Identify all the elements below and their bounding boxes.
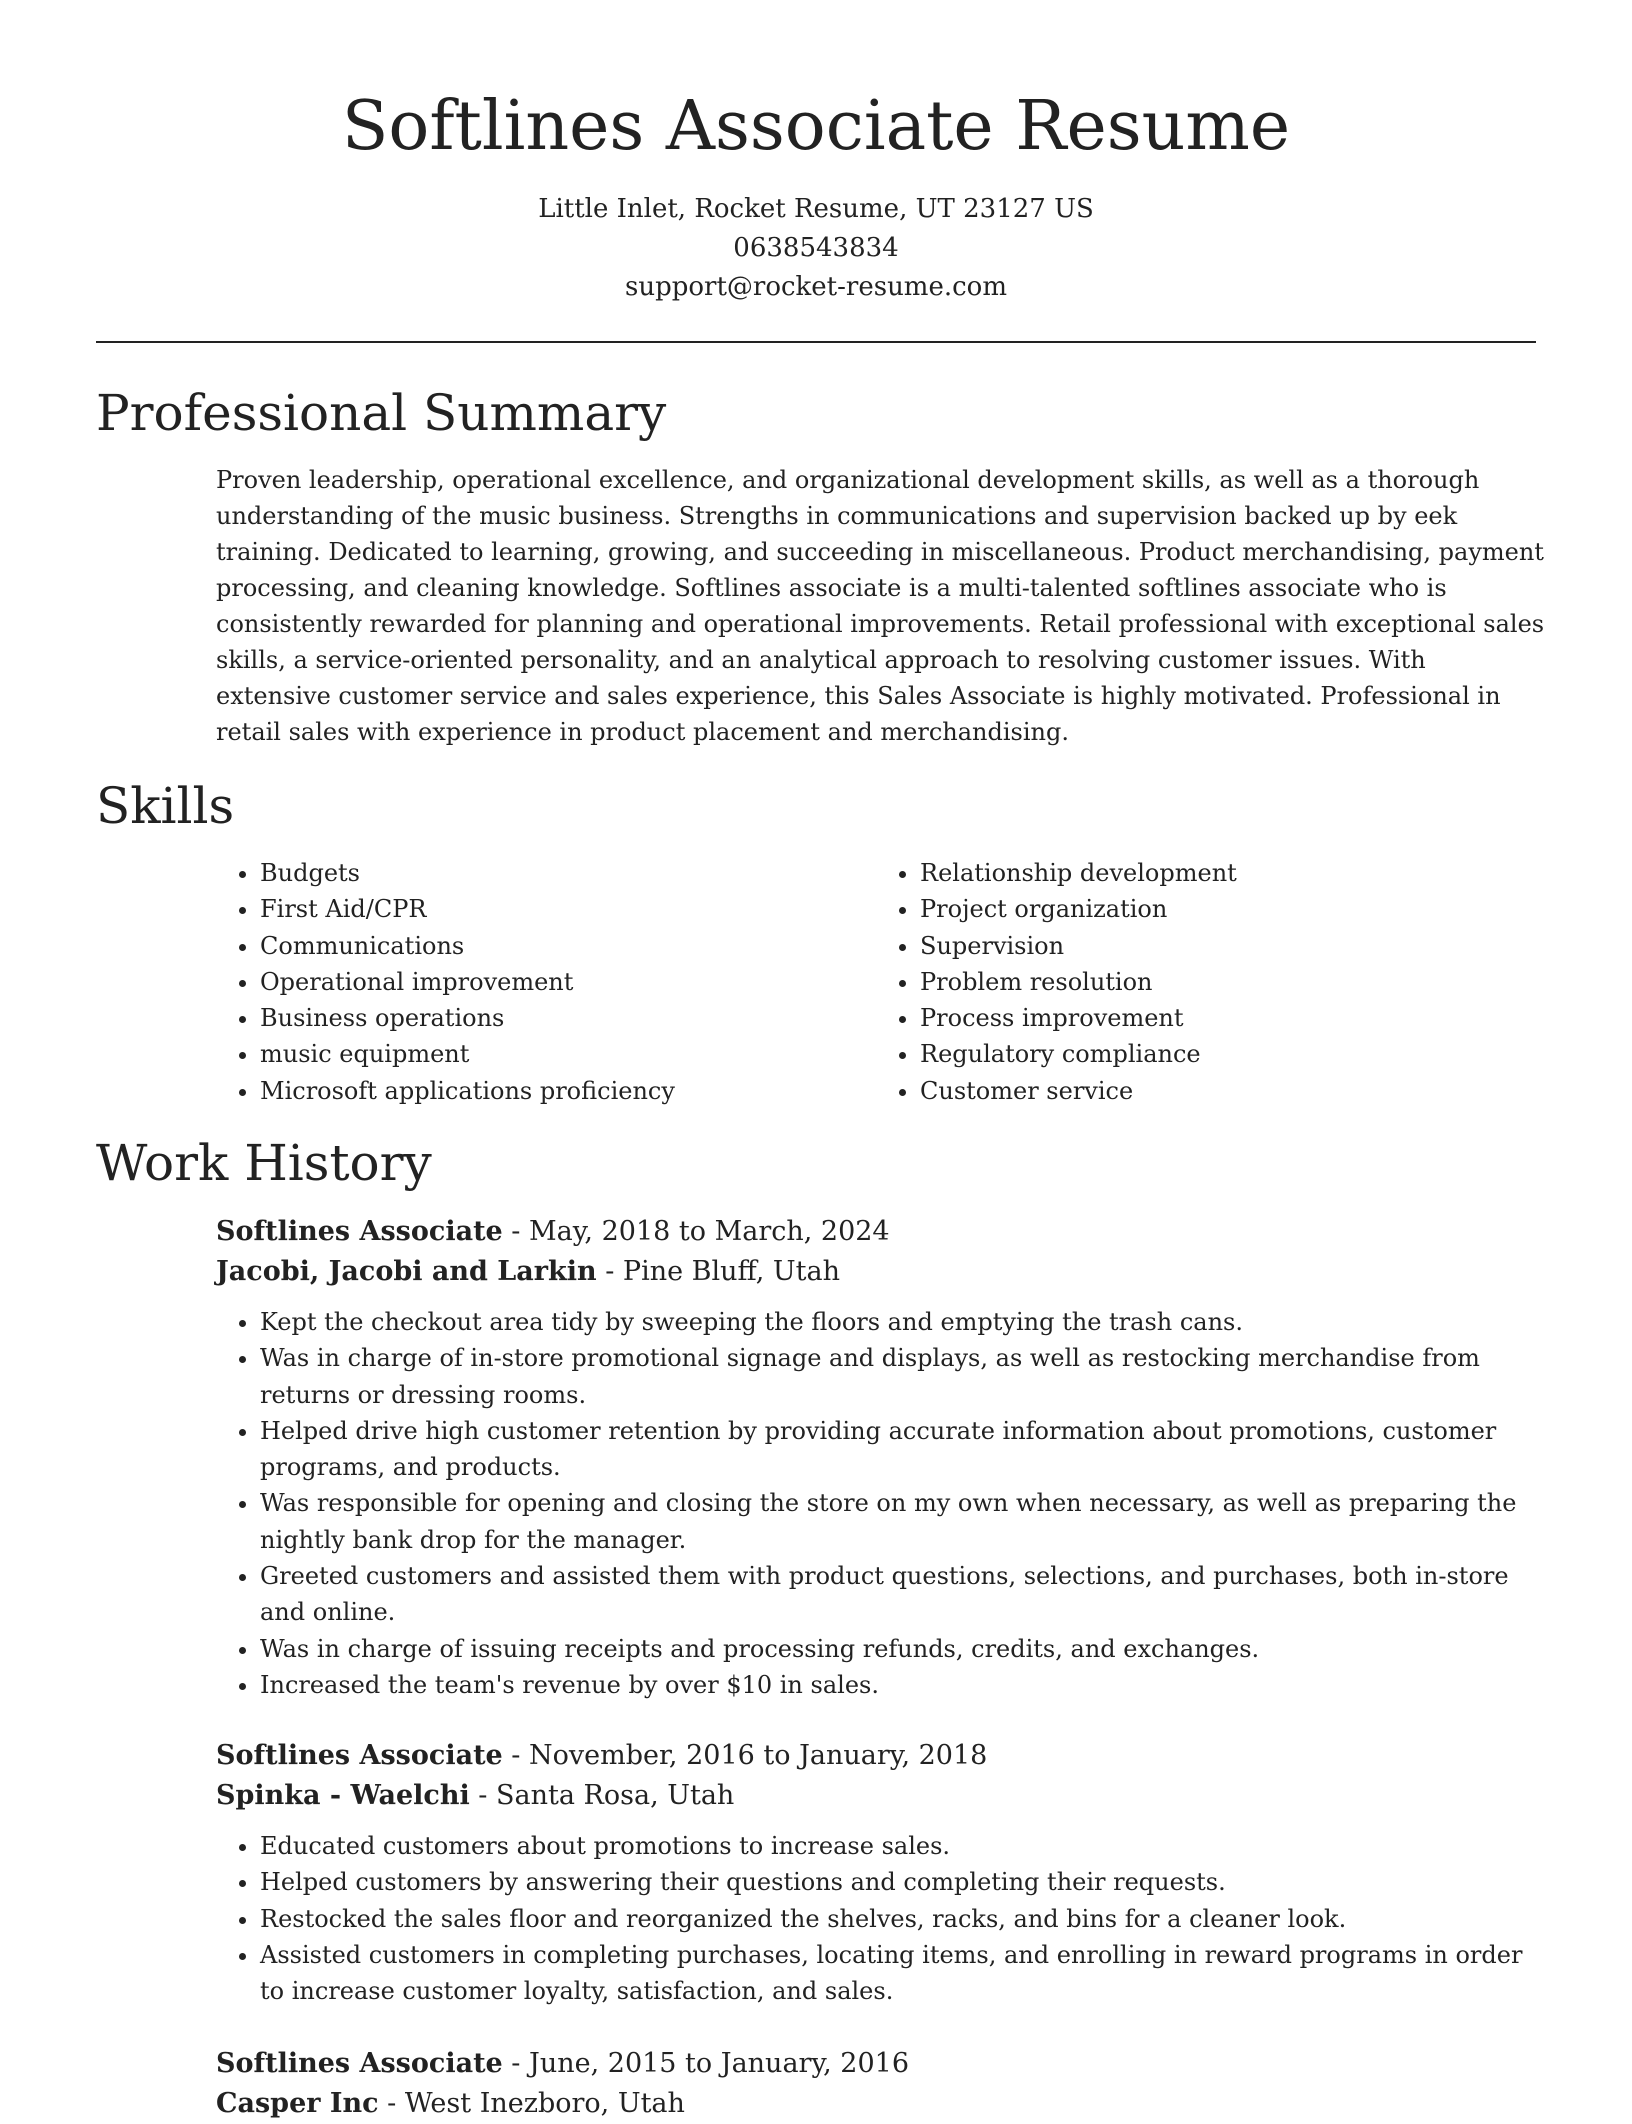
resume-title: Softlines Associate Resume	[341, 87, 1291, 166]
header-divider	[96, 341, 1536, 343]
skill-item: • Customer service	[920, 1073, 1536, 1109]
job-bullet: • Restocked the sales floor and reorganized the shelves, racks, and bins for a cleaner look.	[260, 1901, 1546, 1937]
email: support@rocket-resume.com	[624, 272, 1007, 302]
job-position: Softlines Associate	[216, 1740, 503, 1771]
separator: -	[378, 2088, 405, 2119]
job-bullet: • Educated customers about promotions to increase sales.	[260, 1828, 1546, 1864]
job-location: Pine Bluff, Utah	[622, 1256, 841, 1287]
skill-item: • Relationship development	[920, 855, 1536, 891]
job-dates: May, 2018 to March, 2024	[529, 1216, 890, 1247]
separator: -	[502, 1216, 530, 1247]
skill-item: • Problem resolution	[920, 964, 1536, 1000]
job-bullet: • Assisted customers in completing purchases, locating items, and enrolling in reward programs in order to increase customer loyalty, satisfaction, and sales.	[260, 1937, 1546, 2010]
job-bullet: • Was in charge of issuing receipts and processing refunds, credits, and exchanges.	[260, 1631, 1546, 1667]
separator: -	[502, 1740, 530, 1771]
skills-list	[216, 855, 1536, 1109]
skill-item: • music equipment	[260, 1036, 876, 1072]
job-position: Softlines Associate	[216, 1216, 503, 1247]
address: Little Inlet, Rocket Resume, UT 23127 US	[538, 194, 1094, 224]
job-company: Spinka - Waelchi	[216, 1780, 470, 1811]
job-company-line	[216, 2084, 1546, 2124]
job-dates: November, 2016 to January, 2018	[529, 1740, 988, 1771]
job-bullet: • Helped drive high customer retention by providing accurate information about promotions, customer programs, and products.	[260, 1413, 1546, 1486]
job-bullet: • Was responsible for opening and closing the store on my own when necessary, as well as preparing the nightly bank drop for the manager.	[260, 1485, 1546, 1558]
job-company-line	[216, 1776, 1546, 1816]
job-entry	[216, 2044, 1546, 2124]
skills-column-left	[216, 855, 876, 1109]
separator: -	[596, 1256, 623, 1287]
skill-item: • Communications	[260, 928, 876, 964]
skill-item: • Process improvement	[920, 1000, 1536, 1036]
contact-block	[0, 190, 1632, 307]
job-title-line	[216, 1212, 1546, 1252]
job-position: Softlines Associate	[216, 2048, 503, 2079]
phone: 0638543834	[733, 233, 899, 263]
job-company: Jacobi, Jacobi and Larkin	[216, 1256, 597, 1287]
skill-item: • Operational improvement	[260, 964, 876, 1000]
job-entry	[216, 1212, 1546, 1703]
job-company-line	[216, 1252, 1546, 1292]
skill-item: • Project organization	[920, 891, 1536, 927]
summary-text: Proven leadership, operational excellence, and organizational development skills, as well as a thorough understanding of the music business. Strengths in communications and supervision backed up by eek training. Dedicated to learning, growing, and succeeding in miscellaneous. Product merchandising, payment processing, and cleaning knowledge. Softlines associate is a multi-talented softlines associate who is consistently rewarded for planning and operational improvements. Retail professional with exceptional sales skills, a service-oriented personality, and an analytical approach to resolving customer issues. With extensive customer service and sales experience, this Sales Associate is highly motivated. Professional in retail sales with experience in product placement and merchandising.	[216, 466, 1545, 746]
resume-header	[0, 0, 1632, 307]
job-bullet: • Was in charge of in-store promotional signage and displays, as well as restocking merchandise from returns or dressing rooms.	[260, 1340, 1546, 1413]
job-bullets	[216, 1828, 1546, 2009]
job-entry	[216, 1736, 1546, 2009]
skill-item: • First Aid/CPR	[260, 891, 876, 927]
skill-item: • Budgets	[260, 855, 876, 891]
job-bullets	[216, 1304, 1546, 1703]
job-bullet: • Kept the checkout area tidy by sweeping the floors and emptying the trash cans.	[260, 1304, 1546, 1340]
separator: -	[469, 1780, 497, 1811]
job-dates: June, 2015 to January, 2016	[529, 2048, 909, 2079]
skill-item: • Business operations	[260, 1000, 876, 1036]
skills-heading: Skills	[96, 777, 235, 835]
job-title-line	[216, 1736, 1546, 1776]
job-bullet: • Greeted customers and assisted them with product questions, selections, and purchases, both in-store and online.	[260, 1558, 1546, 1631]
work-history-heading: Work History	[96, 1134, 432, 1192]
skill-item: • Microsoft applications proficiency	[260, 1073, 876, 1109]
skills-column-right	[876, 855, 1536, 1109]
summary-heading: Professional Summary	[96, 384, 667, 442]
job-title-line	[216, 2044, 1546, 2084]
job-location: West Inezboro, Utah	[404, 2088, 685, 2119]
job-location: Santa Rosa, Utah	[496, 1780, 735, 1811]
job-company: Casper Inc	[216, 2088, 379, 2119]
skill-item: • Regulatory compliance	[920, 1036, 1536, 1072]
job-bullet: • Increased the team's revenue by over $10 in sales.	[260, 1667, 1546, 1703]
separator: -	[502, 2048, 530, 2079]
job-bullet: • Helped customers by answering their questions and completing their requests.	[260, 1864, 1546, 1900]
skill-item: • Supervision	[920, 928, 1536, 964]
